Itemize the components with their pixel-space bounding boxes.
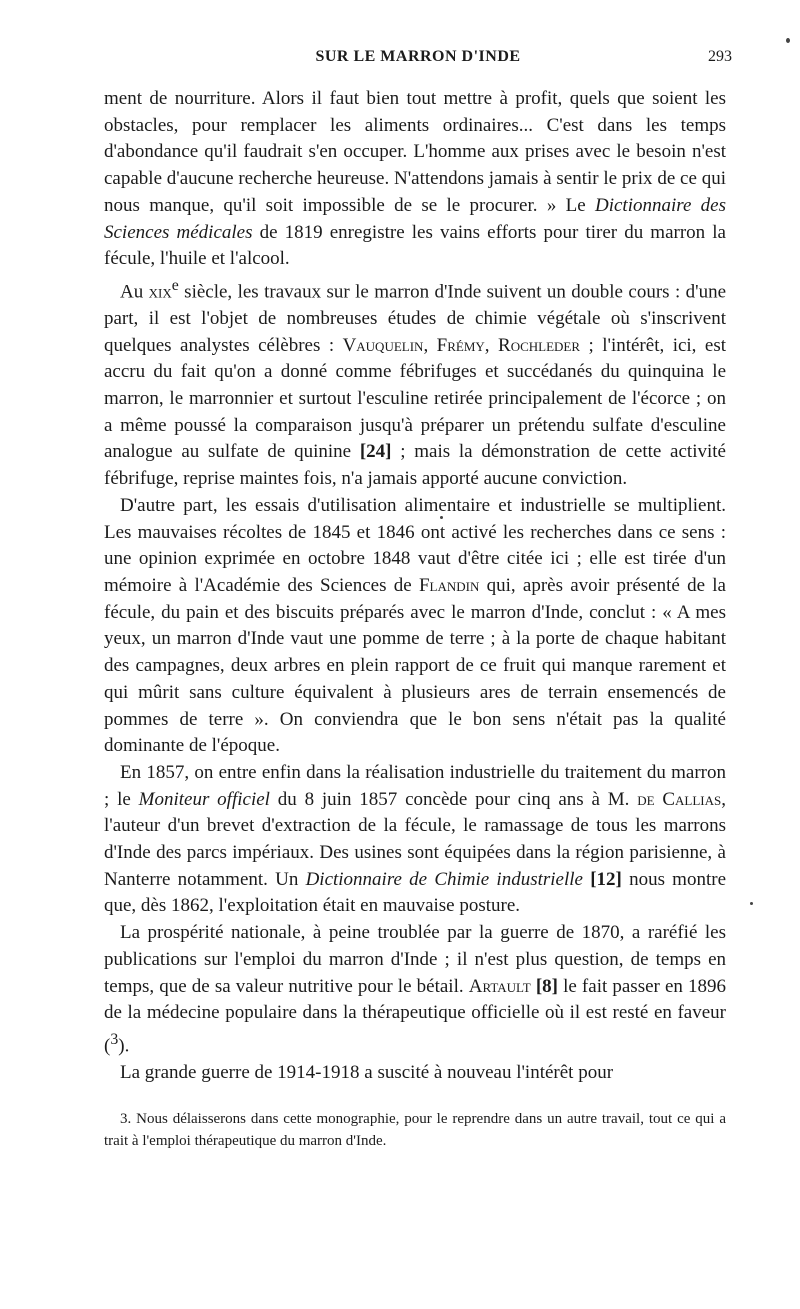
page-number: 293 (708, 48, 732, 65)
author-name: de Callias (637, 788, 722, 810)
author-name: Frémy (436, 334, 485, 356)
reference-number: [24] (359, 441, 392, 463)
running-title: SUR LE MARRON D'INDE (315, 48, 521, 65)
footnote: 3. Nous délaisserons dans cette monographie, pour le reprendre dans un autre travail, tout ce qui a trait à l'emploi thérapeutique du marron d'Inde. (104, 1111, 726, 1149)
reference-number: [8] (535, 975, 558, 997)
body-text (104, 86, 726, 1087)
century-numeral: xix (148, 281, 172, 303)
citation-title: Dictionnaire des Sciences médicales (104, 194, 727, 243)
scan-speck (440, 516, 443, 519)
author-name: Artault (468, 975, 531, 997)
author-name: Flandin (418, 574, 480, 596)
scan-speck (786, 38, 790, 43)
reference-number: [12] (590, 868, 622, 890)
page-header (104, 48, 732, 74)
paragraph-4: En 1857, on entre enfin dans la réalisation industrielle du traitement du marron ; le Moniteur officiel du 8 juin 1857 concède pour cinq ans à M. de Callias, l'auteur d'un brevet d'extraction de la fécule, le ramassage de tous les marrons d'Inde des parcs impériaux. Des usines sont équipées dans la région parisienne, à Nanterre notamment. Un Dictionnaire de Chimie industrielle [12] nous montre que, dès 1862, l'exploitation était en mauvaise posture. (104, 761, 727, 917)
paragraph-1: ment de nourriture. Alors il faut bien tout mettre à profit, quels que soient les obstacles, pour remplacer les aliments ordinaires... C'est dans les temps d'abondance qu'il faudrait s'en occuper. L'homme aux prises avec le besoin n'est capable d'aucune recherche heureuse. N'attendons jamais à sentir le prix de ce qui nous manque, qu'il soit impossible de se le procurer. » Le Dictionnaire des Sciences médicales de 1819 enregistre les vains efforts pour tirer du marron la fécule, l'huile et l'alcool. (104, 88, 727, 270)
paragraph-5: La prospérité nationale, à peine troublée par la guerre de 1870, a raréfié les publications sur l'emploi du marron d'Inde ; il n'est plus question, de temps en temps, que de sa valeur nutritive pour le bétail. Artault [8] le fait passer en 1896 de la médecine populaire dans la thérapeutique officielle où il est resté en faveur ($^3$). (104, 922, 727, 1057)
scan-speck (750, 902, 753, 905)
citation-title: Dictionnaire de Chimie industrielle (305, 868, 583, 890)
footnote-marker: 3 (110, 1030, 119, 1048)
author-name: Rochleder (498, 334, 581, 356)
paragraph-3: D'autre part, les essais d'utilisation alimentaire et industrielle se multiplient. Les mauvaises récoltes de 1845 et 1846 ont activé les recherches dans ce sens : une opinion exprimée en octobre 1848 vaut d'être citée ici ; elle est tirée d'un mémoire à l'Académie des Sciences de Flandin qui, après avoir présenté de la fécule, du pain et des biscuits préparés avec le marron d'Inde, conclut : « A mes yeux, un marron d'Inde vaut une pomme de terre ; à la porte de chaque habitant des campagnes, deux arbres en plein rapport de ce fruit qui manque rarement et qui mûrit sans culture équivalent à plusieurs ares de terrain ensemencés de pommes de terre ». On conviendra que le bon sens n'était pas la qualité dominante de l'époque. (104, 494, 726, 757)
citation-title: Moniteur officiel (138, 788, 270, 810)
paragraph-6: La grande guerre de 1914-1918 a suscité à nouveau l'intérêt pour (120, 1061, 614, 1083)
paragraph-2: Au xix$^e$ siècle, les travaux sur le marron d'Inde suivent un double cours : d'une part, il est l'objet de nombreuses études de chimie végétale où s'inscrivent quelques analystes célèbres : Vauquelin, Frémy, Rochleder ; l'intérêt, ici, est accru du fait qu'on a donné comme fébrifuges et succédanés du quinquina le marron, le marronnier et surtout l'esculine retirée principalement de l'écorce ; on a même poussé la comparaison jusqu'à préparer un prétendu sulfate d'esculine analogue au sulfate de quinine [24] ; mais la démonstration de cette activité fébrifuge, reprise maintes fois, n'a jamais apporté aucune conviction. (104, 276, 727, 490)
author-name: Vauquelin (342, 334, 424, 356)
